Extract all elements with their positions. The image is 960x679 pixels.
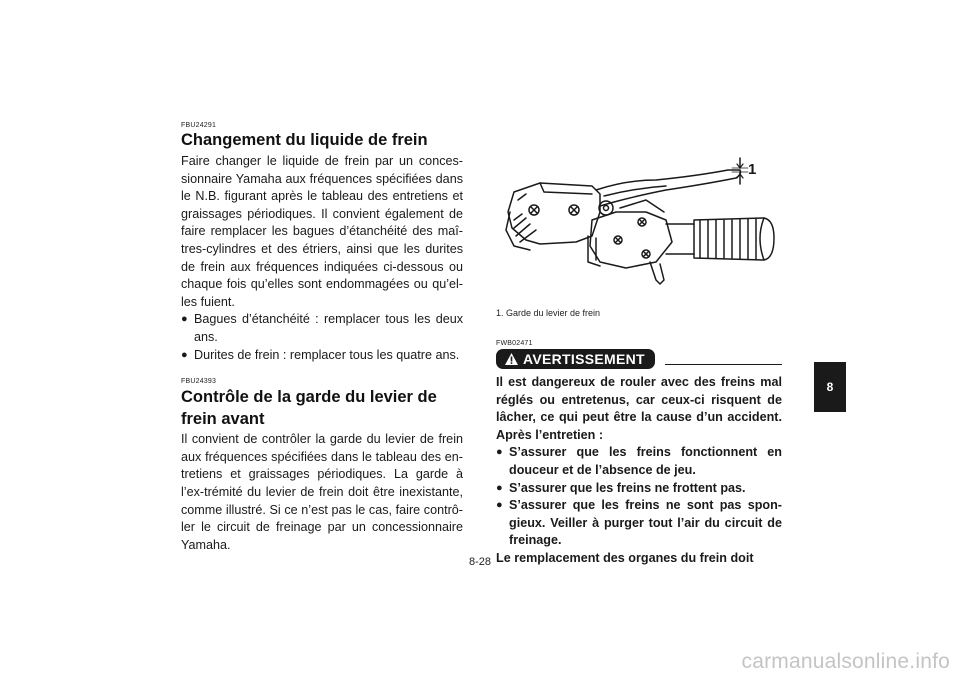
heading-brake-fluid-change: Changement du liquide de frein [181, 131, 428, 149]
brake-lever-illustration [496, 150, 786, 300]
figure-caption: 1. Garde du levier de frein [496, 308, 601, 318]
warning-bullet-item: ● S’assurer que les freins ne sont pas spon-gieux. Veiller à purger tout l’air du circuit de freinage. [496, 497, 782, 550]
warning-bullet-item: ● S’assurer que les freins ne frottent pas. [496, 480, 782, 498]
watermark: carmanualsonline.info [741, 650, 950, 673]
chapter-tab: 8 [814, 362, 846, 412]
bullet-icon: ● [496, 446, 503, 459]
warning-bullet-item: ● S’assurer que les freins fonctionnent en douceur et de l’absence de jeu. [496, 444, 782, 479]
bullet-icon: ● [496, 499, 503, 512]
paragraph-brake-fluid: Faire changer le liquide de frein par un conces-sionnaire Yamaha aux fréquences spécifiées dans le N.B. figurant après le tableau des entretiens et graissages périodiques. Il convient également de faire remplacer les bagues d’étanchéité des maî-tres-cylindres et des étriers, ainsi que les durites de frein aux fréquences indiquées ci-dessous ou chaque fois qu’elles sont endommagées ou qu’el-les fuient. [181, 154, 463, 309]
warning-section [496, 340, 782, 568]
warning-banner [496, 349, 782, 369]
warning-tail: Le remplacement des organes du frein doit [496, 550, 754, 565]
bullet-item-hoses: ● Durites de frein : remplacer tous les quatre ans. [181, 347, 463, 365]
bullet-icon: ● [181, 313, 188, 326]
section-code: FBU24393 [181, 378, 217, 386]
callout-number: 1 [748, 161, 757, 178]
bullet-icon: ● [181, 348, 188, 361]
heading-brake-lever-play: Contrôle de la garde du levier de frein avant [181, 388, 437, 429]
warning-title: AVERTISSEMENT [523, 351, 645, 367]
bullet-item-seals: ● Bagues d’étanchéité : remplacer tous les deux ans. [181, 311, 463, 346]
left-column [181, 122, 463, 554]
bullet-icon: ● [496, 481, 503, 494]
warning-triangle-icon [504, 352, 519, 366]
warning-intro: Il est dangereux de rouler avec des freins mal réglés ou entretenus, car ceux-ci risquent de lâcher, ce qui peut être la cause d’un accident. Après l’entretien : [496, 375, 782, 442]
warning-rule [665, 354, 782, 365]
page-number: 8-28 [468, 556, 492, 568]
warning-code: FWB02471 [496, 340, 533, 347]
paragraph-lever-play: Il convient de contrôler la garde du levier de frein aux fréquences spécifiées dans le tableau des en-tretiens et graissages périodiques. La garde à l’ex-trémité du levier de frein doit être inexistante, comme illustré. Si ce n’est pas le cas, faire contrô-ler le circuit de freinage par un concessionnaire Yamaha. [181, 432, 463, 552]
section-code: FBU24291 [181, 122, 217, 129]
